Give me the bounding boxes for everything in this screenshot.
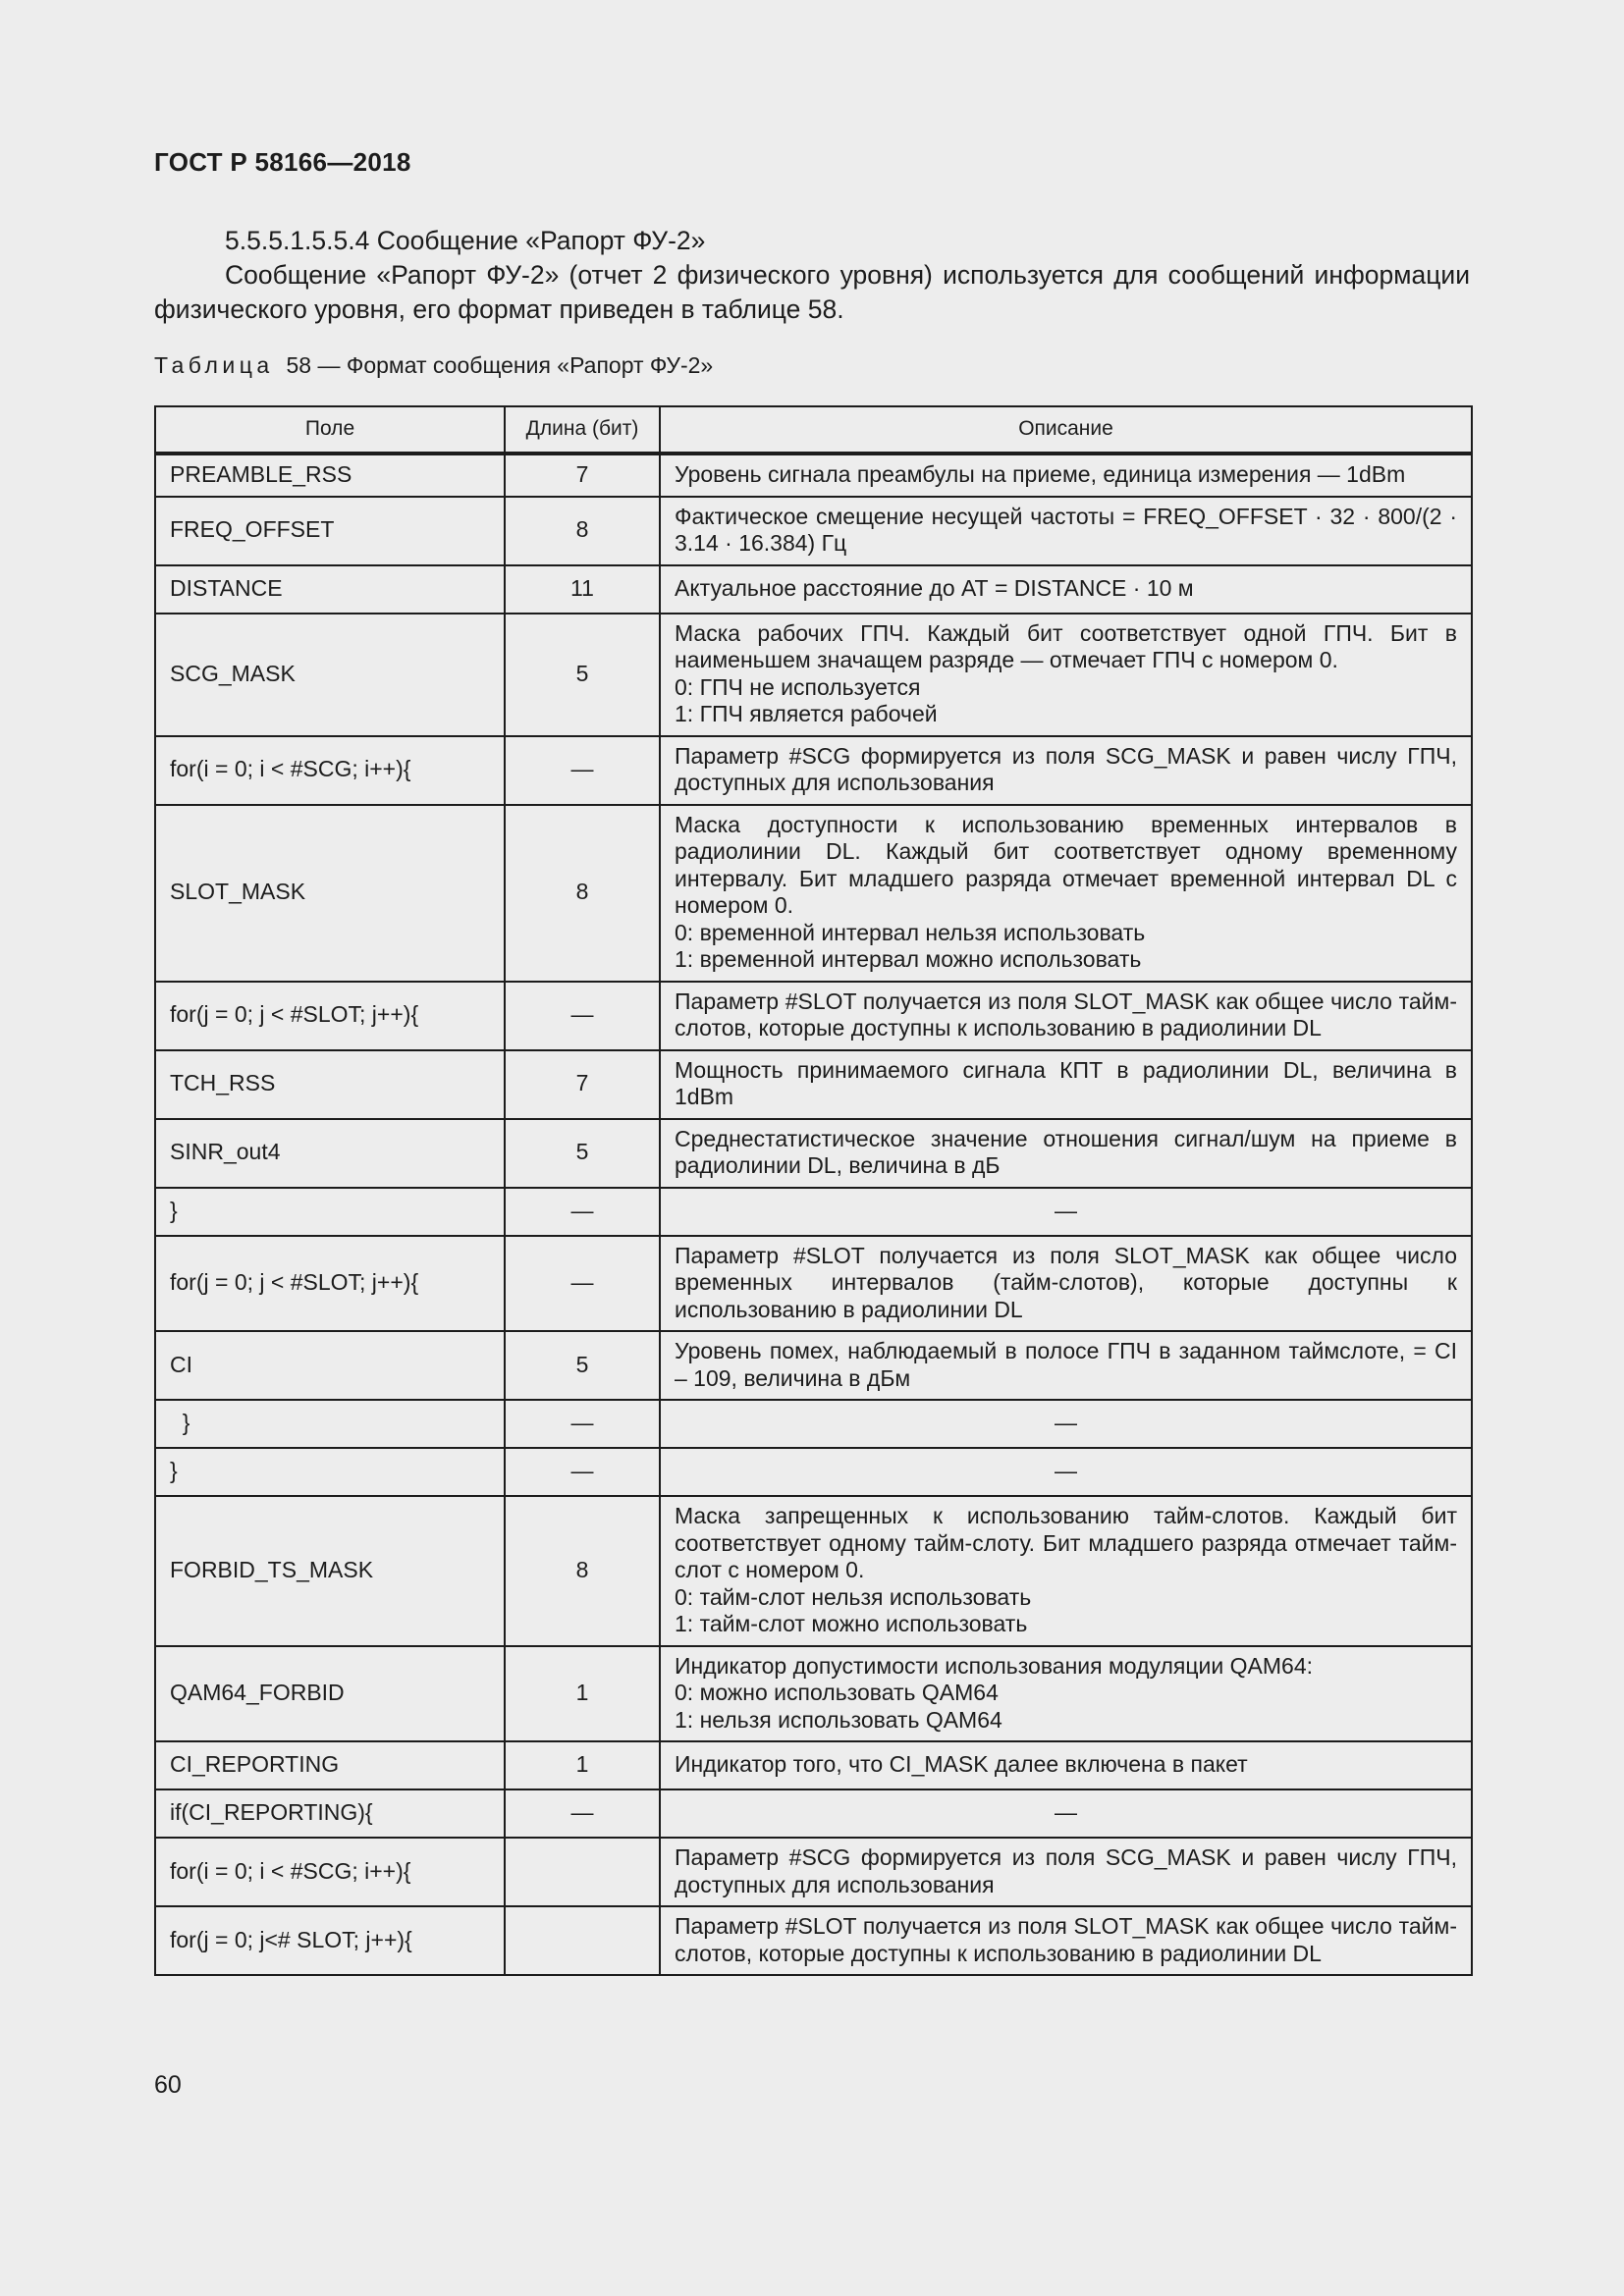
cell-length: — (505, 1448, 660, 1496)
cell-length: 1 (505, 1741, 660, 1789)
intro-text (154, 224, 1470, 327)
cell-field: CI (155, 1331, 505, 1400)
cell-length: — (505, 1188, 660, 1236)
cell-description: Уровень сигнала преамбулы на приеме, единица измерения — 1dBm (660, 454, 1472, 497)
cell-description: — (660, 1789, 1472, 1838)
cell-description: Параметр #SLOT получается из поля SLOT_MASK как общее число тайм-слотов, которые доступны к использованию в радиолинии DL (660, 982, 1472, 1050)
cell-field: for(j = 0; j<# SLOT; j++){ (155, 1906, 505, 1975)
cell-length: 5 (505, 614, 660, 736)
table-row (155, 1448, 1472, 1496)
cell-field: QAM64_FORBID (155, 1646, 505, 1742)
cell-description: Индикатор допустимости использования модуляции QAM64: 0: можно использовать QAM64 1: нельзя использовать QAM64 (660, 1646, 1472, 1742)
cell-field: PREAMBLE_RSS (155, 454, 505, 497)
cell-field: for(j = 0; j < #SLOT; j++){ (155, 1236, 505, 1332)
cell-length: 8 (505, 805, 660, 982)
table-row (155, 1188, 1472, 1236)
table-row (155, 1646, 1472, 1742)
cell-description: — (660, 1400, 1472, 1448)
table-caption-text: 58 — Формат сообщения «Рапорт ФУ-2» (286, 352, 714, 378)
column-header-length: Длина (бит) (505, 406, 660, 454)
cell-length (505, 1906, 660, 1975)
table-row (155, 1496, 1472, 1646)
cell-length: 8 (505, 1496, 660, 1646)
table-row (155, 982, 1472, 1050)
section-paragraph: Сообщение «Рапорт ФУ-2» (отчет 2 физического уровня) используется для сообщений информации физического уровня, его формат приведен в таблице 58. (154, 260, 1470, 324)
cell-field: } (155, 1188, 505, 1236)
cell-length: — (505, 982, 660, 1050)
cell-length: 11 (505, 565, 660, 614)
table-row (155, 1400, 1472, 1448)
table-row (155, 1789, 1472, 1838)
table-row (155, 1331, 1472, 1400)
table-row (155, 614, 1472, 736)
table-row (155, 736, 1472, 805)
cell-length: — (505, 1789, 660, 1838)
table-row (155, 1050, 1472, 1119)
cell-field: DISTANCE (155, 565, 505, 614)
cell-length: — (505, 1236, 660, 1332)
table-row (155, 1236, 1472, 1332)
cell-description: Параметр #SCG формируется из поля SCG_MASK и равен числу ГПЧ, доступных для использования (660, 1838, 1472, 1906)
cell-field: SLOT_MASK (155, 805, 505, 982)
table-row (155, 1906, 1472, 1975)
table-row (155, 454, 1472, 497)
cell-length (505, 1838, 660, 1906)
cell-length: 7 (505, 1050, 660, 1119)
cell-description: Актуальное расстояние до АТ = DISTANCE · 10 м (660, 565, 1472, 614)
cell-description: Среднестатистическое значение отношения сигнал/шум на приеме в радиолинии DL, величина в дБ (660, 1119, 1472, 1188)
cell-description: Мощность принимаемого сигнала КПТ в радиолинии DL, величина в 1dBm (660, 1050, 1472, 1119)
table-row (155, 1838, 1472, 1906)
cell-length: — (505, 736, 660, 805)
cell-field: for(i = 0; i < #SCG; i++){ (155, 736, 505, 805)
cell-description: Параметр #SCG формируется из поля SCG_MASK и равен числу ГПЧ, доступных для использования (660, 736, 1472, 805)
table-row (155, 565, 1472, 614)
cell-field: if(CI_REPORTING){ (155, 1789, 505, 1838)
cell-description: — (660, 1448, 1472, 1496)
table-row (155, 497, 1472, 565)
table-body (155, 454, 1472, 1975)
cell-field: for(j = 0; j < #SLOT; j++){ (155, 982, 505, 1050)
cell-length: 1 (505, 1646, 660, 1742)
cell-description: Маска запрещенных к использованию тайм-слотов. Каждый бит соответствует одному тайм-слоту. Бит младшего разряда отмечает тайм-слот с номером 0. 0: тайм-слот нельзя использовать 1: тайм-слот можно использовать (660, 1496, 1472, 1646)
cell-description: Параметр #SLOT получается из поля SLOT_MASK как общее число тайм-слотов, которые доступны к использованию в радиолинии DL (660, 1906, 1472, 1975)
cell-description: — (660, 1188, 1472, 1236)
cell-field: TCH_RSS (155, 1050, 505, 1119)
page-number: 60 (154, 2071, 182, 2099)
table-header-row (155, 406, 1472, 454)
cell-length: 8 (505, 497, 660, 565)
table-row (155, 1119, 1472, 1188)
cell-length: 5 (505, 1119, 660, 1188)
cell-field: FORBID_TS_MASK (155, 1496, 505, 1646)
cell-description: Маска рабочих ГПЧ. Каждый бит соответствует одной ГПЧ. Бит в наименьшем значащем разряде — отмечает ГПЧ с номером 0. 0: ГПЧ не используется 1: ГПЧ является рабочей (660, 614, 1472, 736)
cell-field: } (155, 1400, 505, 1448)
cell-length: — (505, 1400, 660, 1448)
cell-field: SINR_out4 (155, 1119, 505, 1188)
cell-field: } (155, 1448, 505, 1496)
section-heading: 5.5.5.1.5.5.4 Сообщение «Рапорт ФУ-2» (225, 226, 706, 255)
format-table (154, 405, 1473, 1976)
cell-description: Уровень помех, наблюдаемый в полосе ГПЧ в заданном таймслоте, = CI – 109, величина в дБм (660, 1331, 1472, 1400)
cell-field: CI_REPORTING (155, 1741, 505, 1789)
cell-field: for(i = 0; i < #SCG; i++){ (155, 1838, 505, 1906)
cell-description: Маска доступности к использованию временных интервалов в радиолинии DL. Каждый бит соответствует одному временному интервалу. Бит младшего разряда отмечает временной интервал DL с номером 0. 0: временной интервал нельзя использовать 1: временной интервал можно использовать (660, 805, 1472, 982)
cell-field: FREQ_OFFSET (155, 497, 505, 565)
standard-header: ГОСТ Р 58166—2018 (154, 147, 411, 177)
column-header-field: Поле (155, 406, 505, 454)
cell-field: SCG_MASK (155, 614, 505, 736)
table-caption (154, 352, 713, 379)
cell-description: Индикатор того, что CI_MASK далее включена в пакет (660, 1741, 1472, 1789)
column-header-description: Описание (660, 406, 1472, 454)
cell-length: 5 (505, 1331, 660, 1400)
table-row (155, 1741, 1472, 1789)
cell-description: Фактическое смещение несущей частоты = FREQ_OFFSET · 32 · 800/(2 · 3.14 · 16.384) Гц (660, 497, 1472, 565)
table-caption-label: Таблица (154, 352, 274, 378)
cell-description: Параметр #SLOT получается из поля SLOT_MASK как общее число временных интервалов (тайм-слотов), которые доступны к использованию в радиолинии DL (660, 1236, 1472, 1332)
cell-length: 7 (505, 454, 660, 497)
table-row (155, 805, 1472, 982)
